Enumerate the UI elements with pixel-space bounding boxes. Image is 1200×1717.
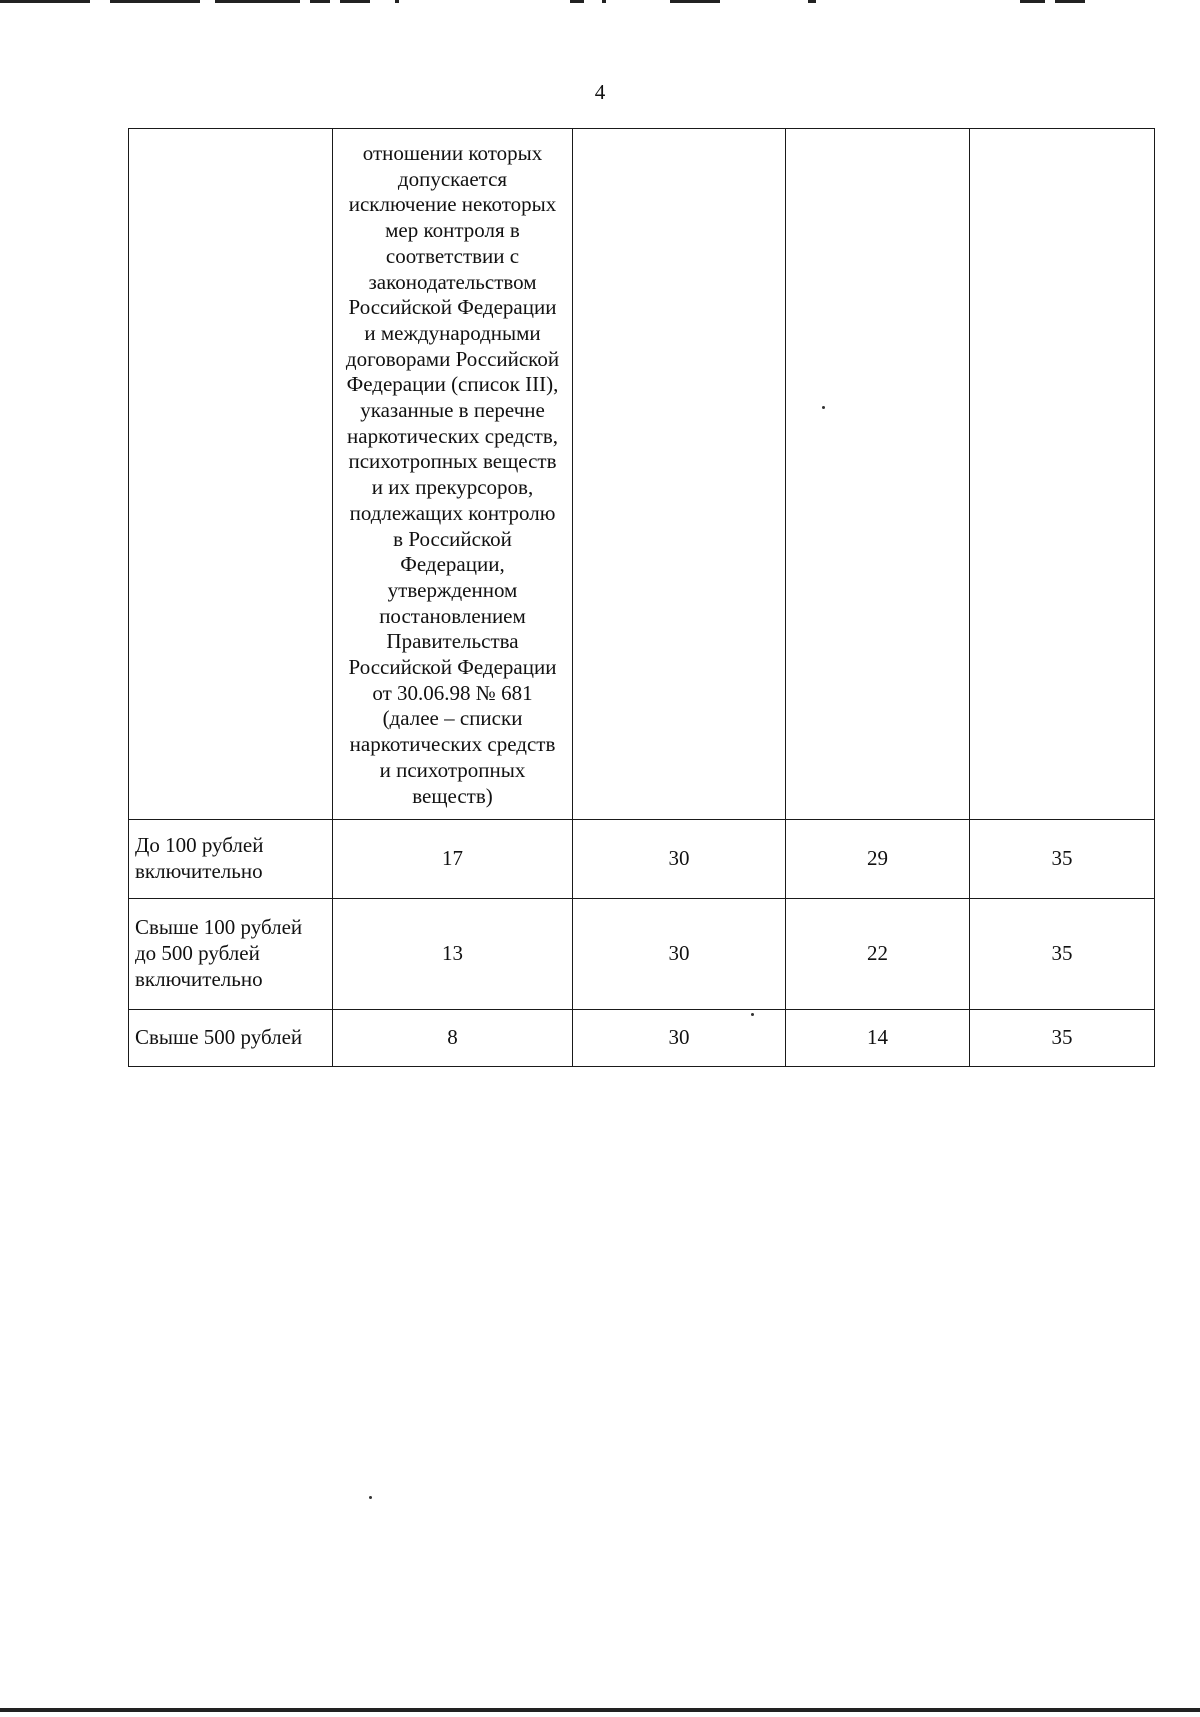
page-number: 4 xyxy=(594,80,606,104)
description-line: допускается xyxy=(397,166,508,191)
empty-cell xyxy=(573,129,786,820)
description-line: наркотических средств xyxy=(349,732,556,757)
description-line: указанные в перечне xyxy=(360,398,545,423)
description-line: и международными xyxy=(364,320,541,345)
description-line: Российской Федерации xyxy=(348,655,557,680)
description-line: утвержденном xyxy=(387,577,518,602)
row-label-line: до 500 рублей xyxy=(135,941,260,966)
row-label-line: включительно xyxy=(135,966,263,991)
description-line: психотропных веществ xyxy=(348,449,557,474)
scan-speck xyxy=(822,406,825,409)
description-line: наркотических средств, xyxy=(347,423,558,448)
row-label-cell xyxy=(129,899,333,1010)
value-cell: 22 xyxy=(786,899,970,1010)
description-line: подлежащих контролю xyxy=(349,500,556,525)
description-line: в Российской xyxy=(393,526,512,551)
scan-artifact-bottom xyxy=(0,1708,1200,1712)
scan-speck xyxy=(369,1496,372,1499)
scan-speck xyxy=(751,1013,754,1016)
description-line: исключение некоторых xyxy=(348,192,557,217)
value-cell: 8 xyxy=(333,1010,573,1067)
description-line: отношении которых xyxy=(362,141,543,165)
description-line: от 30.06.98 № 681 xyxy=(372,680,533,705)
empty-cell xyxy=(970,129,1155,820)
empty-cell xyxy=(786,129,970,820)
description-line: мер контроля в xyxy=(385,218,520,243)
description-line: Российской Федерации xyxy=(348,295,557,320)
description-line: соответствии с xyxy=(385,243,520,268)
description-line: веществ) xyxy=(412,783,493,808)
value-cell: 30 xyxy=(573,820,786,899)
rates-table xyxy=(128,128,1155,1067)
row-label-line: До 100 рублей xyxy=(135,833,264,858)
row-label-cell xyxy=(129,820,333,899)
row-label-line: Свыше 100 рублей xyxy=(135,915,303,940)
table-row xyxy=(129,820,1155,899)
value-cell: 30 xyxy=(573,899,786,1010)
value-cell: 13 xyxy=(333,899,573,1010)
table-row xyxy=(129,899,1155,1010)
table-row xyxy=(129,1010,1155,1067)
value-cell: 35 xyxy=(970,820,1155,899)
value-cell: 14 xyxy=(786,1010,970,1067)
value-cell: 35 xyxy=(970,1010,1155,1067)
row-label-cell xyxy=(129,1010,333,1067)
description-line: Правительства xyxy=(386,629,519,654)
value-cell: 29 xyxy=(786,820,970,899)
value-cell: 30 xyxy=(573,1010,786,1067)
description-line: Федерации (список III), xyxy=(346,372,559,397)
description-line: Федерации, xyxy=(400,552,505,577)
empty-cell xyxy=(129,129,333,820)
row-label-line: Свыше 500 рублей xyxy=(135,1025,303,1050)
description-cell xyxy=(333,129,573,820)
description-line: договорами Российской xyxy=(345,346,560,371)
row-label-line: включительно xyxy=(135,859,263,883)
description-line: и их прекурсоров, xyxy=(371,475,534,500)
description-line: законодательством xyxy=(368,269,537,294)
value-cell: 35 xyxy=(970,899,1155,1010)
description-line: и психотропных xyxy=(379,757,526,782)
scan-artifact-top xyxy=(0,0,1200,6)
description-row xyxy=(129,129,1155,820)
description-line: (далее – списки xyxy=(382,706,523,731)
description-line: постановлением xyxy=(379,603,526,628)
value-cell: 17 xyxy=(333,820,573,899)
